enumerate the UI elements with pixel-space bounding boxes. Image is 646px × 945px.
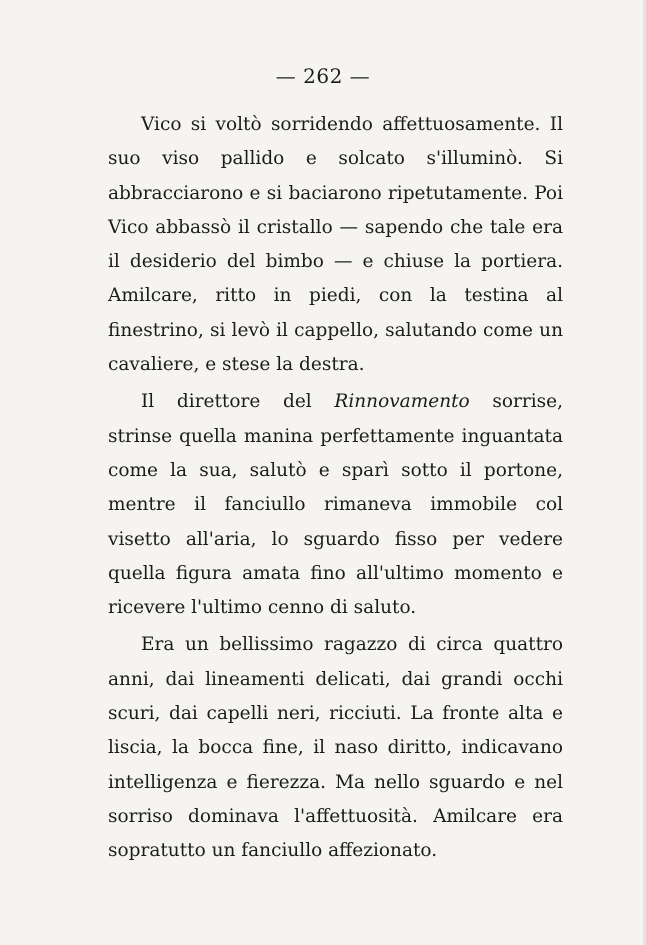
- paragraph-3: Era un bellissimo ragazzo di circa quattro anni, dai lineamenti delicati, dai grandi occhi scuri, dai capelli neri, ricciuti. La fronte alta e liscia, la bocca fine, il naso diritto, indicavano intelligenza e fierezza. Ma nello sguardo e nel sorriso dominava l'affettuosità. Amilcare era sopratutto un fanciullo affezionato.: [108, 634, 563, 862]
- paragraph-1: Vico si voltò sorridendo affettuosamente. Il suo viso pallido e solcato s'illuminò. Si abbracciarono e si baciarono ripetutamente. Poi Vico abbassò il cristallo — sapendo che tale era il desiderio del bimbo — e chiuse la portiera. Amilcare, ritto in piedi, con la testina al finestrino, si levò il cappello, salutando come un cavaliere, e stese la destra.: [108, 114, 563, 376]
- paragraph-2-rest: sorrise, strinse quella manina perfettamente inguantata come la sua, salutò e sparì sotto il portone, mentre il fanciullo rimaneva immobile col visetto all'aria, lo sguardo fisso per vedere quella figura amata fino all'ultimo momento e ricevere l'ultimo cenno di saluto.: [108, 391, 563, 619]
- page-number: — 262 —: [275, 64, 371, 88]
- paragraph-2: [108, 385, 563, 625]
- newspaper-title: Rinnovamento: [334, 391, 470, 413]
- body-text: [108, 108, 563, 869]
- paragraph-2-start: Il direttore del: [141, 391, 335, 413]
